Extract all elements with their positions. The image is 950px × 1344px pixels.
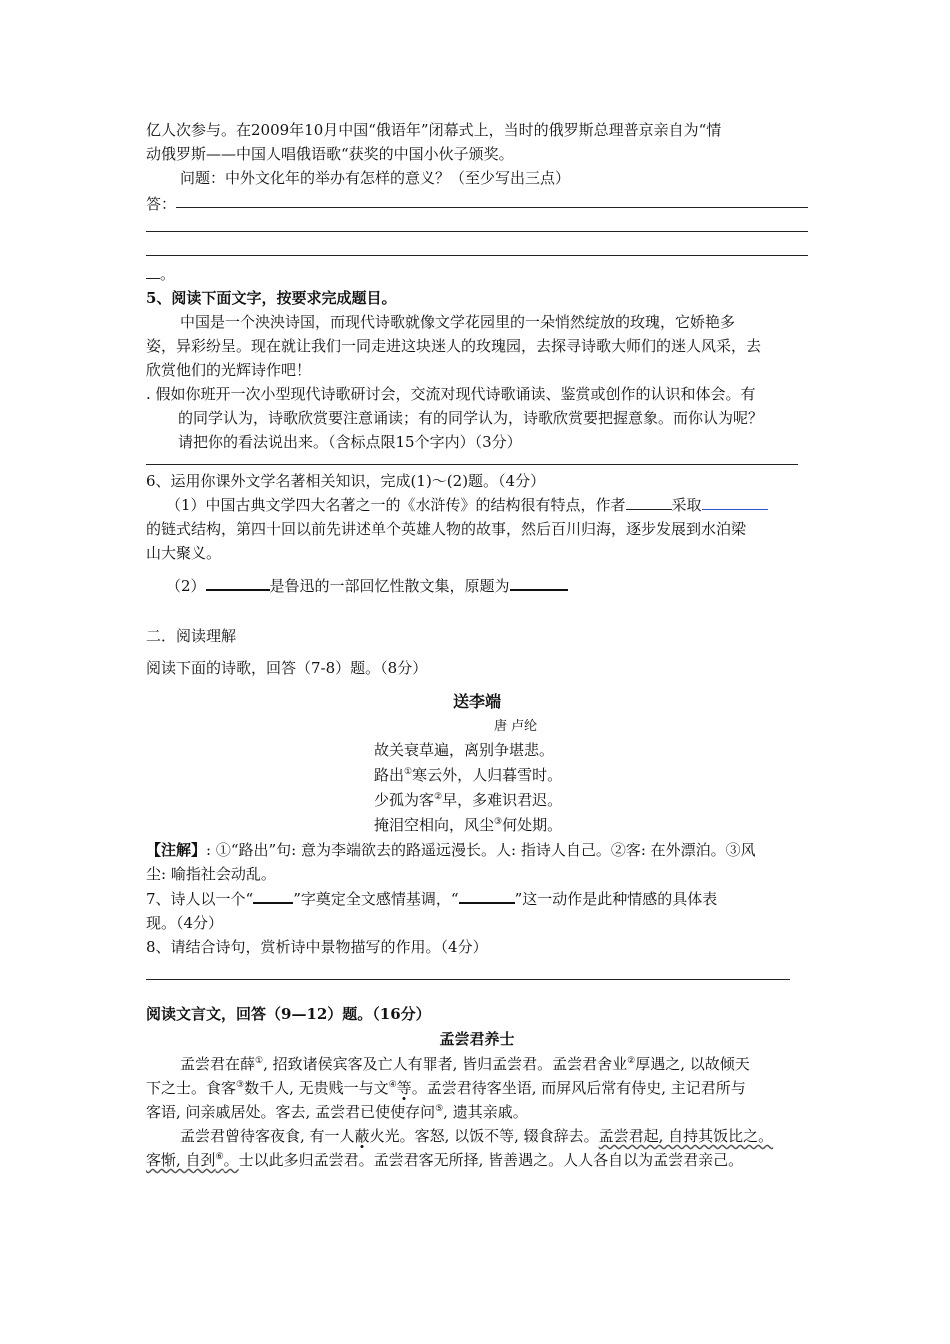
classical-underlined-sentence-2 (146, 1151, 239, 1169)
classical-2-b: 数千人, 无贵贱一与文 (244, 1079, 389, 1097)
q7-word-blank[interactable] (253, 886, 293, 904)
poem-title: 送李端 (452, 692, 501, 711)
notes-line-2: 尘: 喻指社会动乱。 (146, 865, 276, 883)
q6-part1-line2: 的链式结构，第四十回以前先讲述单个英雄人物的故事，然后百川归海，逐步发展到水泊梁 (146, 520, 747, 538)
classical-5-c: 士以此多归孟尝君。孟尝君客无所择, 皆善遇之。人人各自以为孟尝君亲己。 (238, 1151, 744, 1169)
classical-note-2: ② (627, 1056, 636, 1066)
classical-note-1: ① (255, 1056, 264, 1066)
notes-line-1 (146, 838, 808, 862)
q5-passage-2: 姿，异彩纷呈。现在就让我们一同走进这块迷人的玫瑰园，去探寻诗歌大师们的迷人风采，去 (146, 337, 762, 355)
poem-line-3 (146, 788, 808, 813)
classical-note-6: ⑥ (215, 1152, 224, 1162)
classical-title: 孟尝君养士 (439, 1030, 515, 1048)
section2-instruction: 阅读下面的诗歌，回答（7-8）题。（8分） (146, 659, 428, 677)
notes-text-1: : ①“路出”句: 意为李端欲去的路遥远漫长。人: 指诗人自己。②客: 在外漂泊。③风 (206, 841, 756, 859)
note-mark-1: ① (404, 767, 413, 777)
poem-line-3-a: 少孤为客 (374, 791, 435, 809)
note-mark-2: ② (434, 792, 443, 802)
classical-note-3: ③ (236, 1080, 245, 1090)
classical-1-a: 孟尝君在薛 (180, 1055, 256, 1073)
q6-part2-text: 是鲁迅的一部回忆性散文集，原题为 (269, 577, 510, 595)
note-mark-3: ③ (494, 817, 503, 827)
classical-line-3 (146, 1100, 808, 1124)
classical-4-a: 孟尝君曾待客夜食, 有一人 (180, 1127, 355, 1145)
q5-task-3: 请把你的看法说出来。（含标点限15个字内）（3分） (178, 433, 522, 451)
answer-line-1[interactable] (146, 190, 808, 214)
classical-2-a: 下之士。食客 (146, 1079, 237, 1097)
classical-1-c: 厚遇之, 以故倾天 (635, 1055, 750, 1073)
answer-line-3[interactable] (146, 238, 808, 262)
q6-part1-line3: 山大聚义。 (146, 544, 222, 562)
q7-line-2: 现。（4分） (146, 914, 224, 932)
classical-underlined-sentence-1: 孟尝君起, 自持其饭比之。 (598, 1127, 774, 1145)
answer-end-mark: 。 (160, 265, 176, 283)
classical-line-4 (146, 1124, 808, 1148)
poem-line-2 (146, 763, 808, 788)
emphasis-dot-bi: 蔽 (354, 1127, 370, 1145)
q7-text-c: ”这一动作是此种情感的具体表 (514, 890, 718, 908)
poem-line-2-b: 寒云外，人归暮雪时。 (412, 766, 563, 784)
classical-note-4: ④ (388, 1080, 397, 1090)
q6-original-title-blank[interactable] (510, 573, 568, 591)
classical-4-c: 火光。客怒, 以饭不等, 辍食辞去。 (369, 1127, 599, 1145)
poem-author: 唐 卢纶 (494, 719, 538, 734)
classical-3-a: 客语, 问亲戚居处。客去, 孟尝君已使使存问 (146, 1103, 436, 1121)
answer-label: 答： (146, 195, 177, 213)
answer-blank-4[interactable] (146, 262, 160, 279)
emphasis-dot-deng: 等 (396, 1079, 412, 1097)
intro-question: 问题：中外文化年的举办有怎样的意义？（至少写出三点） (180, 169, 571, 187)
classical-note-5: ⑤ (435, 1104, 444, 1114)
q5-answer-line[interactable] (146, 454, 798, 465)
q6-part1-line1 (146, 493, 808, 517)
poem-line-4-b: 何处期。 (502, 816, 563, 834)
q5-task-1: . 假如你班开一次小型现代诗歌研讨会，交流对现代诗歌诵读、鉴赏或创作的认识和体会。有 (146, 385, 756, 403)
classical-line-2 (146, 1076, 808, 1100)
classical-3-c: 其亲戚。 (467, 1103, 528, 1121)
classical-5-b: 。 (223, 1151, 239, 1169)
poem-line-1: 故关衰草遍，离别争堪悲。 (374, 741, 555, 759)
q7-line-1 (146, 886, 808, 911)
answer-line-2[interactable] (146, 214, 808, 238)
q5-passage-1: 中国是一个泱泱诗国，而现代诗歌就像文学花园里的一朵悄然绽放的玫瑰，它娇艳多 (180, 313, 736, 331)
poem-line-4-a: 掩泪空相向，风尘 (374, 816, 495, 834)
classical-5-a: 客惭, 自刭 (146, 1151, 216, 1169)
q6-book-blank[interactable] (206, 573, 270, 591)
q6-part1-text-a: （1）中国古典文学四大名著之一的《水浒传》的结构很有特点，作者 (166, 496, 626, 514)
poem-line-3-b: 早，多难识君迟。 (442, 791, 563, 809)
intro-line-2: 动俄罗斯——中国人唱俄语歌“获奖的中国小伙子颁奖。 (146, 145, 514, 163)
intro-line-1: 亿人次参与。在2009年10月中国“俄语年”闭幕式上，当时的俄罗斯总理普京亲自为“情 (146, 121, 722, 139)
q7-text-b: ”字奠定全文感情基调，“ (293, 890, 459, 908)
q6-part2-num: （2） (166, 577, 206, 595)
section2-heading: 二．阅读理解 (146, 627, 237, 645)
document-page (146, 118, 808, 1172)
answer-blank-1[interactable] (176, 207, 808, 208)
spacer (146, 980, 808, 1002)
notes-label: 【注解】 (146, 841, 207, 859)
q8-answer-line[interactable] (146, 959, 790, 980)
classical-heading: 阅读文言文，回答（9—12）题。（16分） (146, 1005, 431, 1023)
q5-heading: 5、阅读下面文字，按要求完成题目。 (146, 289, 397, 307)
q8-question: 8、请结合诗句，赏析诗中景物描写的作用。（4分） (146, 938, 488, 956)
q6-part2 (146, 573, 808, 598)
answer-blank-2[interactable] (146, 231, 808, 232)
q7-action-blank[interactable] (459, 886, 515, 904)
answer-line-end[interactable] (146, 262, 808, 286)
q5-task-2: 的同学认为，诗歌欣赏要注意诵读；有的同学认为，诗歌欣赏要把握意象。而你认为呢？ (178, 409, 764, 427)
q6-heading: 6、运用你课外文学名著相关知识，完成(1)～(2)题。（4分） (146, 472, 546, 490)
classical-2-d: 。孟尝君待客坐语, 而屏风后常有侍史, 主记君所与 (411, 1079, 746, 1097)
q6-author-blank[interactable] (626, 493, 672, 510)
classical-1-b: , 招致诸侯宾客及亡人有罪者, 皆归孟尝君。孟尝君舍业 (263, 1055, 628, 1073)
q5-passage-3: 欣赏他们的光辉诗作吧！ (146, 361, 312, 379)
q6-structure-blank[interactable] (702, 493, 768, 510)
q7-text-a: 7、诗人以一个“ (146, 890, 254, 908)
poem-line-2-a: 路出 (374, 766, 405, 784)
poem-line-4 (146, 813, 808, 838)
spacer (146, 598, 808, 624)
q6-part1-text-b: 采取 (671, 496, 702, 514)
classical-line-1 (146, 1052, 808, 1076)
answer-blank-3[interactable] (146, 255, 808, 256)
classical-3-b-wei: , 遗 (443, 1103, 468, 1121)
classical-line-5 (146, 1148, 808, 1172)
